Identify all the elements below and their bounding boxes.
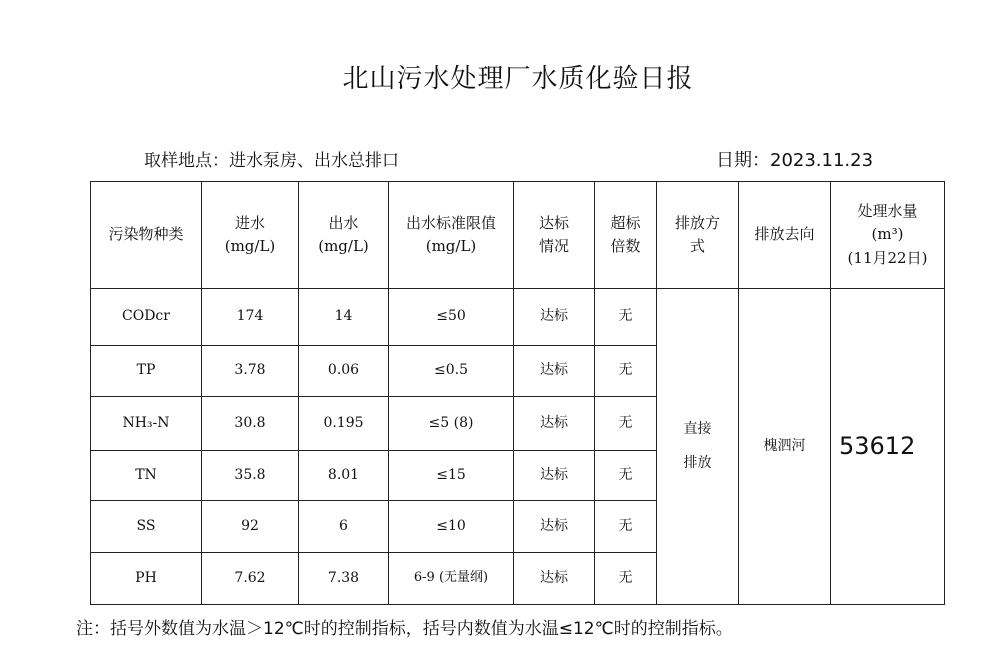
sampling-location: 取样地点：进水泵房、出水总排口 (144, 151, 399, 171)
pollutant-name: TP (91, 346, 202, 397)
outflow-value: 7.38 (299, 553, 389, 605)
treated-volume: 53612 (831, 289, 945, 605)
outflow-value: 0.195 (299, 397, 389, 451)
header-limit: 出水标准限值 (mg/L) (389, 182, 514, 289)
header-pollutant: 污染物种类 (91, 182, 202, 289)
outflow-value: 8.01 (299, 451, 389, 501)
exceed-value: 无 (595, 553, 657, 605)
discharge-destination: 槐泗河 (739, 289, 831, 605)
status-value: 达标 (514, 501, 595, 553)
header-inflow: 进水 (mg/L) (202, 182, 299, 289)
outflow-value: 14 (299, 289, 389, 346)
inflow-value: 7.62 (202, 553, 299, 605)
inflow-value: 3.78 (202, 346, 299, 397)
header-outflow: 出水 (mg/L) (299, 182, 389, 289)
exceed-value: 无 (595, 346, 657, 397)
header-status: 达标 情况 (514, 182, 595, 289)
table-row (91, 289, 945, 346)
limit-value: ≤0.5 (389, 346, 514, 397)
inflow-value: 30.8 (202, 397, 299, 451)
header-discharge-mode: 排放方 式 (657, 182, 739, 289)
status-value: 达标 (514, 451, 595, 501)
limit-value: ≤5 (8) (389, 397, 514, 451)
outflow-value: 0.06 (299, 346, 389, 397)
exceed-value: 无 (595, 501, 657, 553)
inflow-value: 35.8 (202, 451, 299, 501)
status-value: 达标 (514, 289, 595, 346)
status-value: 达标 (514, 397, 595, 451)
limit-value: 6-9 (无量纲) (389, 553, 514, 605)
header-volume: 处理水量 (m³) (11月22日) (831, 182, 945, 289)
pollutant-name: PH (91, 553, 202, 605)
outflow-value: 6 (299, 501, 389, 553)
status-value: 达标 (514, 346, 595, 397)
status-value: 达标 (514, 553, 595, 605)
report-date: 日期：2023.11.23 (716, 150, 874, 171)
limit-value: ≤10 (389, 501, 514, 553)
inflow-value: 174 (202, 289, 299, 346)
pollutant-name: SS (91, 501, 202, 553)
pollutant-name: NH₃-N (91, 397, 202, 451)
limit-value: ≤15 (389, 451, 514, 501)
exceed-value: 无 (595, 397, 657, 451)
pollutant-name: CODcr (91, 289, 202, 346)
header-exceed: 超标 倍数 (595, 182, 657, 289)
inflow-value: 92 (202, 501, 299, 553)
limit-value: ≤50 (389, 289, 514, 346)
header-destination: 排放去向 (739, 182, 831, 289)
water-quality-table (90, 181, 945, 605)
exceed-value: 无 (595, 451, 657, 501)
exceed-value: 无 (595, 289, 657, 346)
footnote: 注：括号外数值为水温＞12℃时的控制指标，括号内数值为水温≤12℃时的控制指标。 (76, 619, 733, 639)
discharge-mode: 直接 排放 (657, 289, 739, 605)
pollutant-name: TN (91, 451, 202, 501)
report-title: 北山污水处理厂水质化验日报 (342, 64, 694, 94)
table-header-row (91, 182, 945, 289)
